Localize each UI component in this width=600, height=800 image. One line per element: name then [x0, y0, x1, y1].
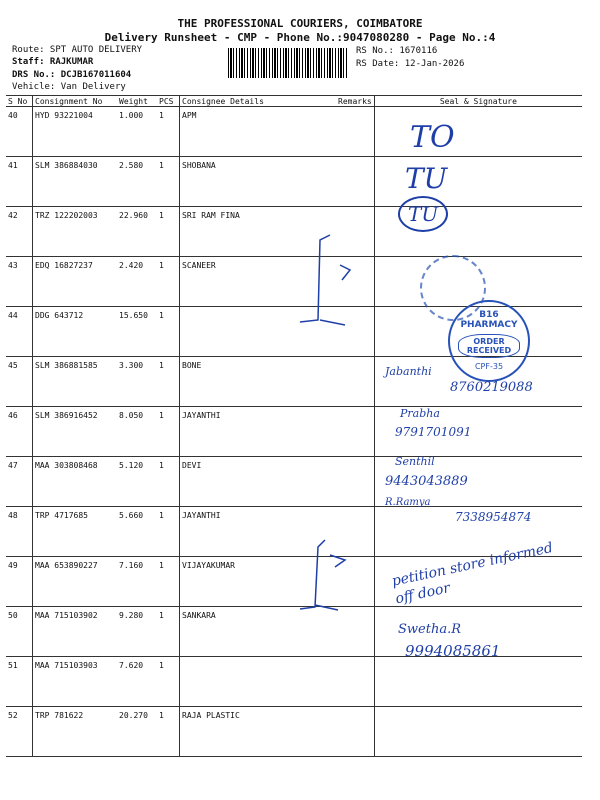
- cell-pcs: 1: [157, 457, 180, 507]
- cell-sno: 40: [6, 107, 33, 157]
- cell-weight: 2.420: [117, 257, 157, 307]
- runsheet-subtitle: Delivery Runsheet - CMP - Phone No.:9047080280 - Page No.:4: [104, 31, 496, 44]
- signature-row-40: TO: [410, 120, 455, 155]
- cell-sno: 45: [6, 357, 33, 407]
- phone-row-46: 8760219088: [450, 380, 533, 395]
- col-seal: Seal & Signature: [374, 96, 582, 107]
- cell-consignment: SLM 386916452: [33, 407, 118, 457]
- cell-remarks: [336, 657, 374, 707]
- cell-sno: 44: [6, 307, 33, 357]
- cell-pcs: 1: [157, 257, 180, 307]
- cell-remarks: [336, 407, 374, 457]
- cell-sno: 47: [6, 457, 33, 507]
- staff-text: Staff: RAJKUMAR: [12, 57, 94, 67]
- signature-row-49: R.Ramya: [385, 497, 431, 508]
- cell-consignee: SHOBANA: [180, 157, 337, 207]
- cell-sno: 52: [6, 707, 33, 757]
- cell-seal: [374, 707, 582, 757]
- cell-weight: 5.120: [117, 457, 157, 507]
- cell-consignee: SCANEER: [180, 257, 337, 307]
- cell-consignee: SRI RAM FINA: [180, 207, 337, 257]
- cell-remarks: [336, 157, 374, 207]
- col-consignment: Consignment No: [33, 96, 118, 107]
- cell-consignee: SANKARA: [180, 607, 337, 657]
- cell-pcs: 1: [157, 157, 180, 207]
- cell-consignee: BONE: [180, 357, 337, 407]
- cell-consignee: JAYANTHI: [180, 507, 337, 557]
- rs-number: RS No.: 1670116: [356, 46, 438, 56]
- cell-pcs: 1: [157, 357, 180, 407]
- cell-weight: 15.650: [117, 307, 157, 357]
- cell-consignee: DEVI: [180, 457, 337, 507]
- cell-remarks: [336, 707, 374, 757]
- drs-number: DRS No.: DCJB167011604: [12, 70, 132, 80]
- table-row: [6, 457, 582, 507]
- cell-pcs: 1: [157, 307, 180, 357]
- delivery-note: petition store informed off door: [390, 539, 555, 608]
- pharmacy-stamp: [448, 300, 530, 382]
- cell-weight: 20.270: [117, 707, 157, 757]
- cell-weight: 5.660: [117, 507, 157, 557]
- company-title: THE PROFESSIONAL COURIERS, COIMBATORE: [177, 17, 423, 30]
- cell-weight: 3.300: [117, 357, 157, 407]
- phone-row-49: 7338954874: [455, 510, 532, 524]
- table-row: [6, 407, 582, 457]
- cell-weight: 1.000: [117, 107, 157, 157]
- col-pcs: PCS: [157, 96, 180, 107]
- cell-sno: 46: [6, 407, 33, 457]
- stamp-center: ORDER RECEIVED: [458, 334, 520, 358]
- signature-row-48: Senthil: [395, 455, 435, 468]
- bracket-scribble-top: [290, 230, 370, 330]
- cell-sno: 50: [6, 607, 33, 657]
- barcode: [228, 48, 348, 78]
- cell-consignment: TRZ 122202003: [33, 207, 118, 257]
- cell-consignment: SLM 386881585: [33, 357, 118, 407]
- stamp-code: CPF-35: [474, 362, 504, 371]
- cell-sno: 49: [6, 557, 33, 607]
- route-text: Route: SPT AUTO DELIVERY: [12, 45, 143, 55]
- cell-sno: 43: [6, 257, 33, 307]
- cell-consignment: MAA 715103902: [33, 607, 118, 657]
- signature-row-41: TU: [405, 162, 448, 195]
- cell-consignee: JAYANTHI: [180, 407, 337, 457]
- cell-consignee: RAJA PLASTIC: [180, 707, 337, 757]
- signature-row-46: Jabanthi: [385, 365, 432, 378]
- cell-sno: 42: [6, 207, 33, 257]
- signature-row-42: TU: [398, 196, 448, 232]
- col-consignee: Consignee Details: [180, 96, 337, 107]
- cell-weight: 8.050: [117, 407, 157, 457]
- col-weight: Weight: [117, 96, 157, 107]
- phone-row-47: 9791701091: [395, 425, 472, 439]
- cell-consignment: EDQ 16827237: [33, 257, 118, 307]
- cell-consignee: APM: [180, 107, 337, 157]
- phone-row-52: 9994085861: [405, 642, 501, 660]
- table-row: [6, 707, 582, 757]
- signature-row-52: Swetha.R: [398, 622, 461, 637]
- cell-consignment: DDG 643712: [33, 307, 118, 357]
- cell-seal: [374, 107, 582, 157]
- cell-sno: 41: [6, 157, 33, 207]
- table-row: [6, 107, 582, 157]
- cell-consignment: TRP 781622: [33, 707, 118, 757]
- cell-remarks: [336, 107, 374, 157]
- bracket-scribble-bottom: [290, 535, 370, 615]
- col-remarks: Remarks: [336, 96, 374, 107]
- cell-pcs: 1: [157, 507, 180, 557]
- phone-row-48: 9443043889: [385, 474, 468, 489]
- table-row: [6, 657, 582, 707]
- cell-sno: 51: [6, 657, 33, 707]
- cell-weight: 2.580: [117, 157, 157, 207]
- cell-weight: 7.620: [117, 657, 157, 707]
- rs-date: RS Date: 12-Jan-2026: [356, 59, 465, 69]
- cell-weight: 9.280: [117, 607, 157, 657]
- cell-pcs: 1: [157, 207, 180, 257]
- cell-consignment: SLM 386884030: [33, 157, 118, 207]
- cell-pcs: 1: [157, 607, 180, 657]
- cell-consignee: VIJAYAKUMAR: [180, 557, 337, 607]
- cell-consignment: MAA 303808468: [33, 457, 118, 507]
- cell-weight: 22.960: [117, 207, 157, 257]
- col-sno: S No: [6, 96, 33, 107]
- table-header-row: [6, 96, 582, 107]
- cell-pcs: 1: [157, 407, 180, 457]
- table-row: [6, 157, 582, 207]
- cell-consignment: MAA 653890227: [33, 557, 118, 607]
- vehicle-text: Vehicle: Van Delivery: [12, 82, 126, 92]
- cell-consignment: MAA 715103903: [33, 657, 118, 707]
- cell-remarks: [336, 357, 374, 407]
- cell-consignee: [180, 657, 337, 707]
- cell-consignment: TRP 4717685: [33, 507, 118, 557]
- cell-pcs: 1: [157, 557, 180, 607]
- cell-consignment: HYD 93221004: [33, 107, 118, 157]
- signature-row-47: Prabha: [400, 407, 440, 420]
- cell-remarks: [336, 457, 374, 507]
- cell-pcs: 1: [157, 657, 180, 707]
- cell-weight: 7.160: [117, 557, 157, 607]
- cell-pcs: 1: [157, 707, 180, 757]
- cell-seal: [374, 657, 582, 707]
- cell-pcs: 1: [157, 107, 180, 157]
- cell-sno: 48: [6, 507, 33, 557]
- stamp-name: B16 PHARMACY: [460, 310, 518, 330]
